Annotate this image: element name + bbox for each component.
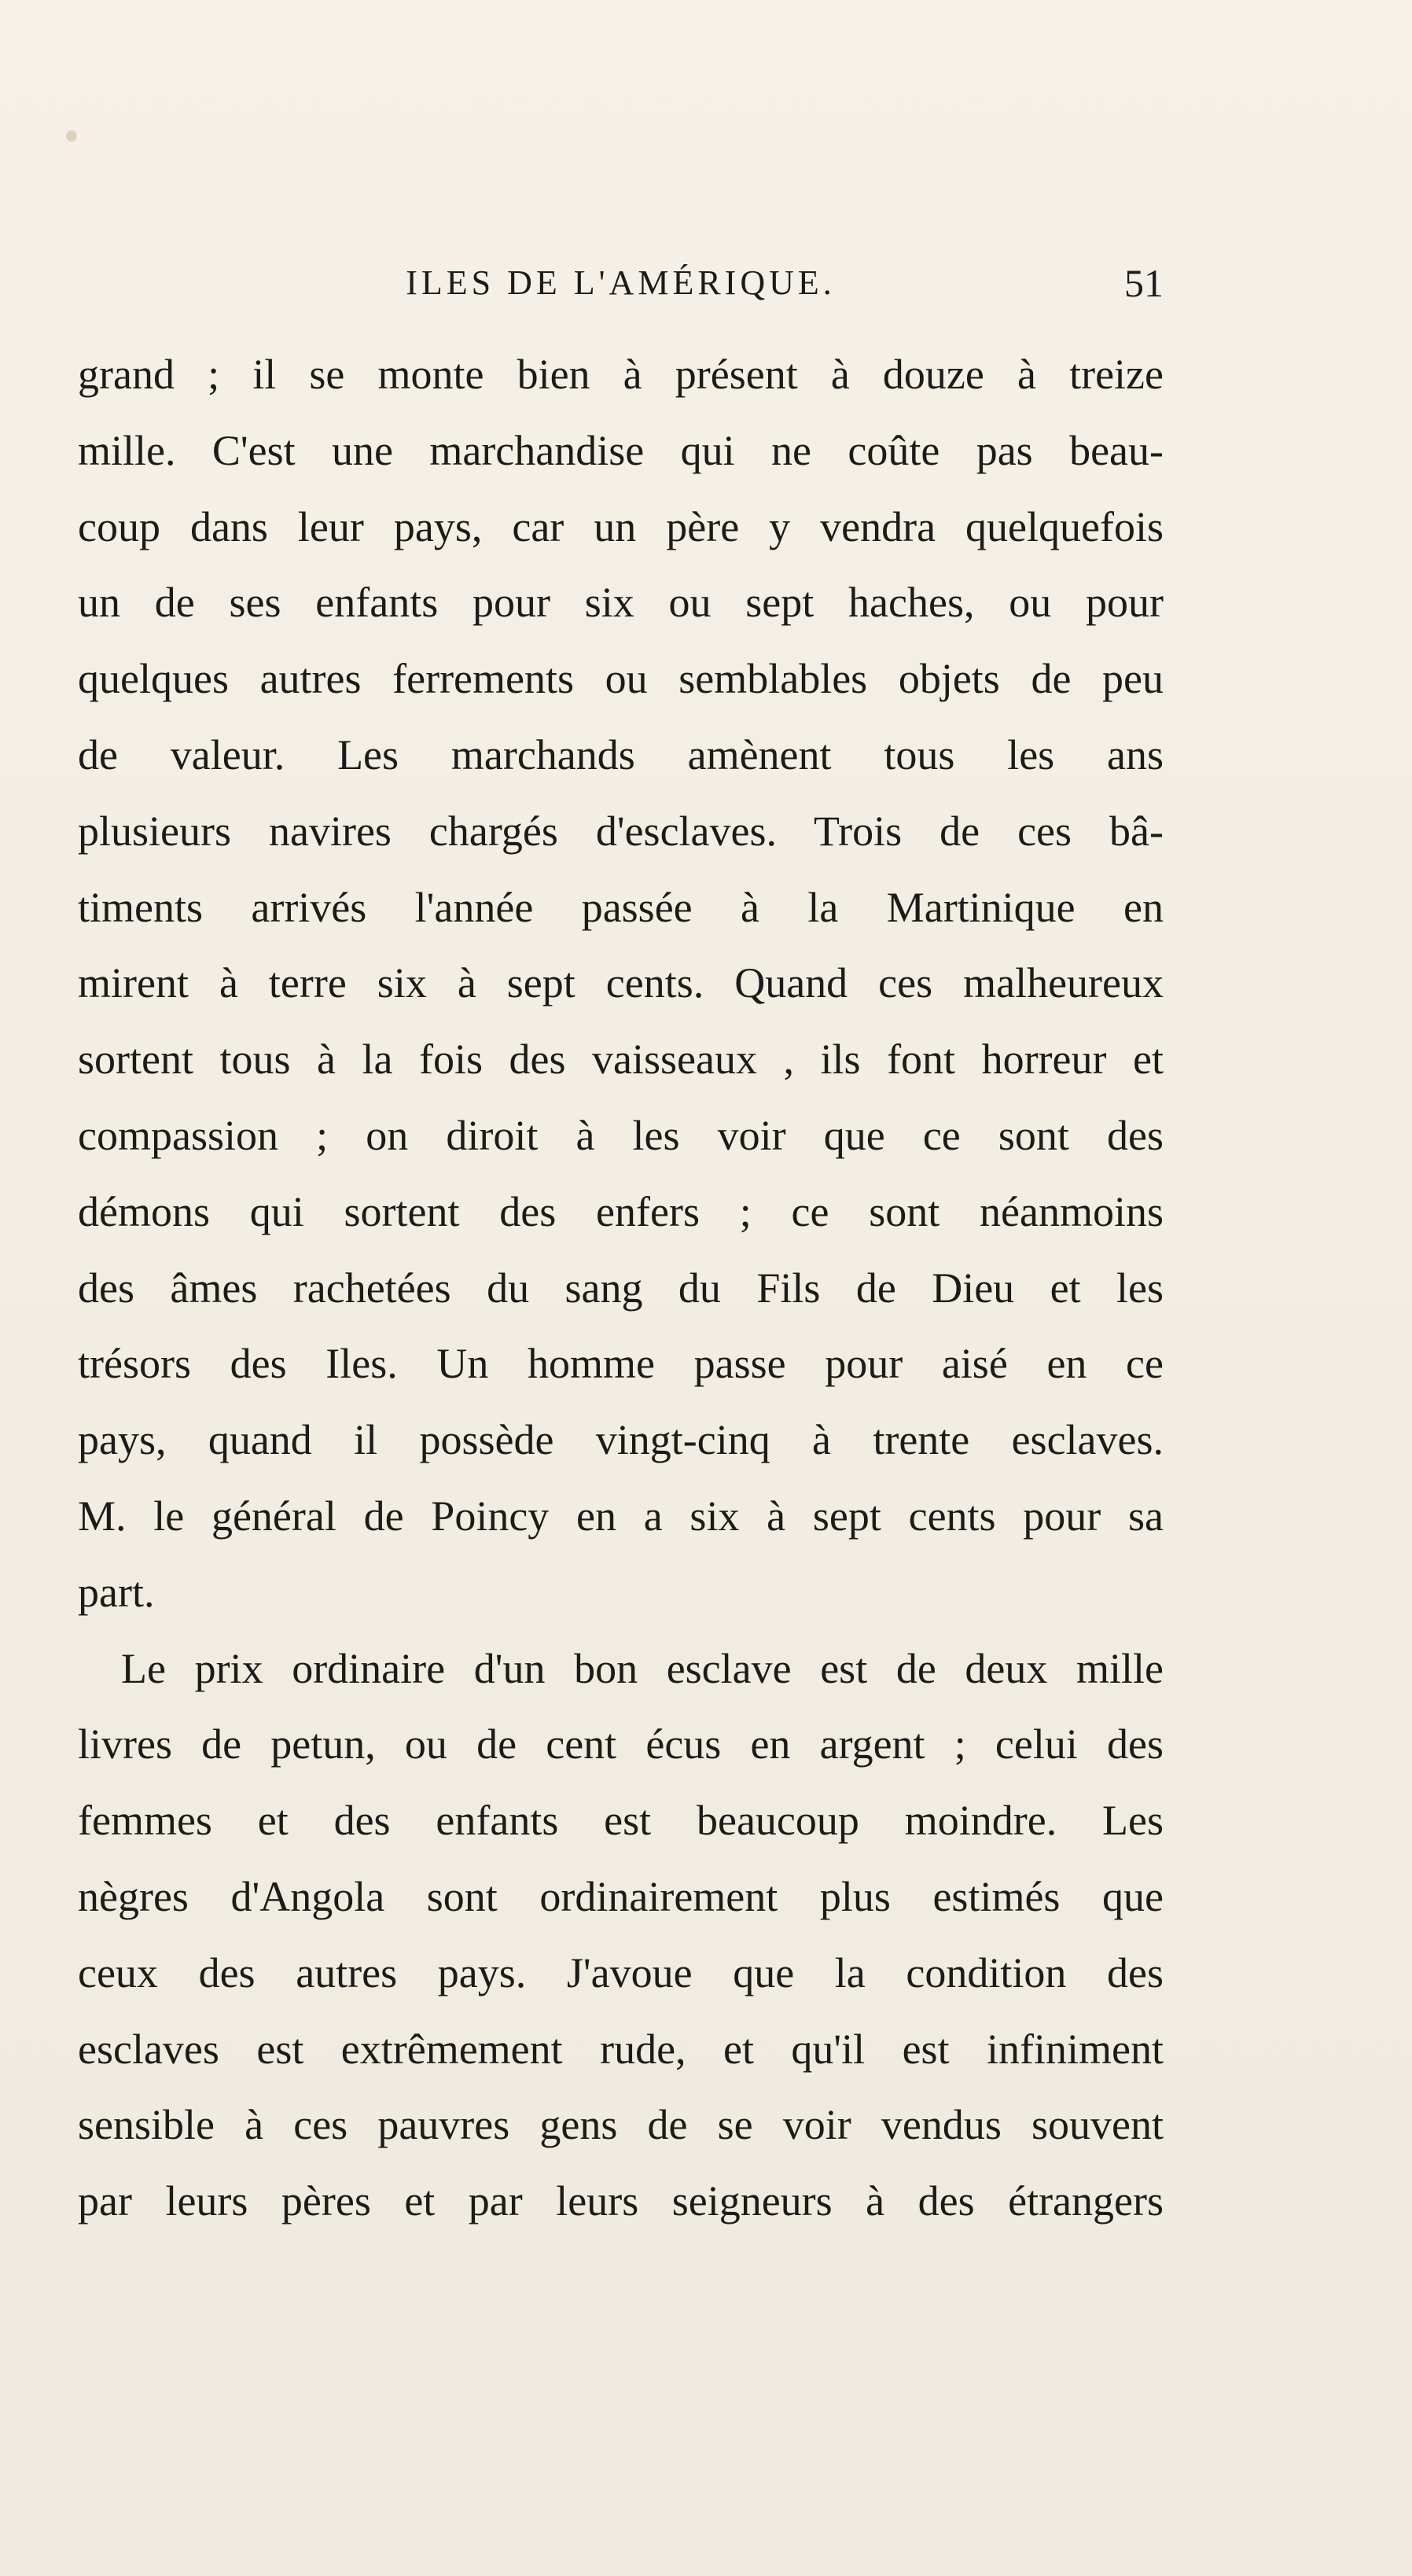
text-line: ceux des autres pays. J'avoue que la condition des: [78, 1949, 1164, 1996]
text-line: Le prix ordinaire d'un bon esclave est de deux mille: [121, 1644, 1164, 1692]
text-line: sensible à ces pauvres gens de se voir vendus souvent: [78, 2101, 1164, 2149]
text-line: démons qui sortent des enfers ; ce sont néanmoins: [78, 1187, 1164, 1235]
text-line: esclaves est extrêmement rude, et qu'il est infiniment: [78, 2025, 1164, 2073]
paragraph-2: [78, 1631, 1164, 2239]
text-line: trésors des Iles. Un homme passe pour aisé en ce: [78, 1340, 1164, 1388]
text-line: compassion ; on diroit à les voir que ce sont des: [78, 1111, 1164, 1159]
text-line: timents arrivés l'année passée à la Martinique en: [78, 883, 1164, 931]
paper-stain: [66, 131, 77, 142]
running-title: ILES DE L'AMÉRIQUE.: [406, 263, 836, 302]
text-line: grand ; il se monte bien à présent à douze à treize: [78, 351, 1164, 398]
text-line: des âmes rachetées du sang du Fils de Dieu et les: [78, 1264, 1164, 1312]
text-line: par leurs pères et par leurs seigneurs à des étrangers: [78, 2177, 1164, 2225]
text-line: M. le général de Poincy en a six à sept cents pour sa: [78, 1492, 1164, 1540]
text-line: pays, quand il possède vingt-cinq à trente esclaves.: [78, 1416, 1164, 1464]
text-line: femmes et des enfants est beaucoup moindre. Les: [78, 1797, 1164, 1845]
text-line: quelques autres ferrements ou semblables objets de peu: [78, 655, 1164, 703]
text-line: part.: [78, 1568, 155, 1616]
text-line: coup dans leur pays, car un père y vendra quelquefois: [78, 502, 1164, 550]
text-line: plusieurs navires chargés d'esclaves. Trois de ces bâ-: [78, 807, 1164, 855]
text-line: livres de petun, ou de cent écus en argent ; celui des: [78, 1720, 1164, 1768]
body-text: [78, 337, 1164, 2239]
text-line: mirent à terre six à sept cents. Quand ces malheureux: [78, 959, 1164, 1007]
running-head: [78, 259, 1164, 315]
text-line: nègres d'Angola sont ordinairement plus estimés que: [78, 1872, 1164, 1920]
page-number: 51: [1124, 261, 1164, 305]
paragraph-1: [78, 337, 1164, 1631]
text-line: mille. C'est une marchandise qui ne coûte pas beau-: [78, 426, 1164, 474]
text-line: sortent tous à la fois des vaisseaux , ils font horreur et: [78, 1036, 1164, 1084]
text-line: de valeur. Les marchands amènent tous les ans: [78, 730, 1164, 778]
text-line: un de ses enfants pour six ou sept haches, ou pour: [78, 579, 1164, 627]
